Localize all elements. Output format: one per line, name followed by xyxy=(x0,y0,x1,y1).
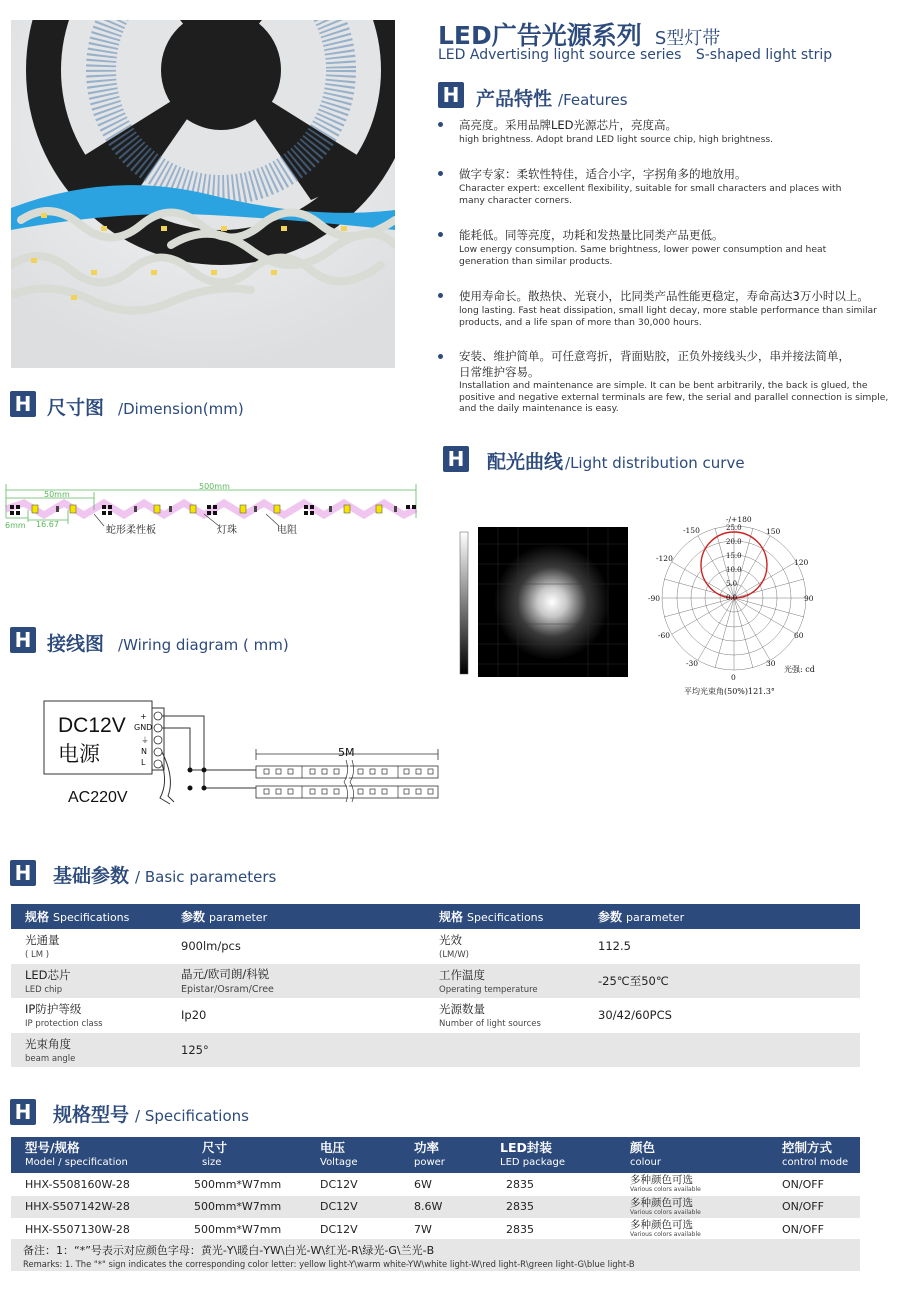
basic-heading-en: / Basic parameters xyxy=(135,868,277,886)
header-cell: 颜色 colour xyxy=(616,1137,768,1173)
dimension-badge: H xyxy=(10,391,36,417)
light-badge: H xyxy=(443,446,469,472)
title-en: LED Advertising light source series xyxy=(438,47,682,63)
table-header-row xyxy=(11,904,860,929)
features-badge: H xyxy=(438,82,464,108)
table-header-row xyxy=(11,1137,860,1173)
table-row xyxy=(11,1196,860,1219)
feature-4-cn: 使用寿命长。散热快、光衰小，比同类产品性能更稳定，寿命高达3万小时以上。 xyxy=(459,289,869,303)
color-cell: 多种颜色可选 Various colors available xyxy=(616,1196,768,1219)
bullet xyxy=(438,122,443,127)
control-cell: ON/OFF xyxy=(768,1196,860,1219)
param-value xyxy=(584,1033,860,1068)
spec-heading-en: / Specifications xyxy=(135,1107,249,1125)
control-cell: ON/OFF xyxy=(782,1222,824,1236)
param-key: LED芯片 LED chip xyxy=(11,964,167,999)
param-key: IP防护等级 IP protection class xyxy=(25,1002,103,1030)
page-subtitle xyxy=(438,47,832,63)
size-cell: 500mm*W7mm xyxy=(166,1196,306,1219)
param-value: Ip20 xyxy=(181,1008,207,1023)
header-cell: 参数 parameter xyxy=(584,904,860,929)
ac-label: AC220V xyxy=(68,789,128,806)
table-row xyxy=(11,1173,860,1196)
spec-table xyxy=(11,1137,860,1241)
feature-1-en: high brightness. Adopt brand LED light source chip, high brightness. xyxy=(459,134,774,145)
bullet xyxy=(438,354,443,359)
radial-20: 20.0 xyxy=(726,538,742,546)
radial-0: 0.0 xyxy=(726,594,738,602)
remark-en: Remarks: 1. The "*" sign indicates the corresponding color letter: yellow light-Y\warm white-YW\white light-W\red light-R\green light-G\blue light-B xyxy=(23,1259,635,1269)
header-cell: 功率 power xyxy=(400,1137,486,1173)
dim-label-board: 蛇形柔性板 xyxy=(106,525,156,536)
dimension-heading-en: /Dimension(mm) xyxy=(118,400,244,418)
title-product-en: S-shaped light strip xyxy=(695,47,833,63)
power-cell: 7W xyxy=(414,1222,432,1236)
remark-cn: 备注：1：“*”号表示对应颜色字母：黄光-Y\暖白-YW\白光-W\红光-R\绿光-G\兰光-B xyxy=(23,1244,435,1257)
angle-m30: -30 xyxy=(686,659,699,668)
param-key: 光束角度 beam angle xyxy=(11,1033,167,1068)
package-cell: 2835 xyxy=(506,1222,534,1236)
param-value: 112.5 xyxy=(598,939,631,954)
angle-120: 120 xyxy=(794,558,809,567)
header-cell: 控制方式 control mode xyxy=(768,1137,860,1173)
title-cn: LED广告光源系列 xyxy=(438,21,642,50)
radial-10: 10.0 xyxy=(726,566,742,574)
angle-180: -/+180 xyxy=(726,515,752,524)
radial-25: 25.0 xyxy=(726,524,742,532)
size-cell: 500mm*W7mm xyxy=(194,1177,282,1191)
angle-150: 150 xyxy=(766,527,781,536)
param-value: 125° xyxy=(167,1033,425,1068)
param-value: 30/42/60PCS xyxy=(598,1008,672,1023)
angle-m150: -150 xyxy=(683,526,700,535)
basic-params-table xyxy=(11,904,860,1067)
title-product-cn: S型灯带 xyxy=(654,28,721,49)
wiring-diagram xyxy=(40,698,445,813)
beam-angle-label: 平均光束角(50%)121.3° xyxy=(684,687,775,696)
angle-30: 30 xyxy=(766,659,776,668)
param-key: 光通量 ( LM ) xyxy=(25,933,60,961)
param-value: 晶元/欧司朗/科锐 Epistar/Osram/Cree xyxy=(167,964,425,999)
radial-15: 15.0 xyxy=(726,552,742,560)
angle-60: 60 xyxy=(794,631,804,640)
radial-5: 5.0 xyxy=(726,580,738,588)
table-row xyxy=(11,998,860,1033)
basic-badge: H xyxy=(10,860,36,886)
voltage-cell: DC12V xyxy=(320,1222,358,1236)
spec-heading-cn: 规格型号 xyxy=(53,1104,130,1126)
term-plus: + xyxy=(140,712,147,721)
param-key: 工作温度 Operating temperature xyxy=(425,964,584,999)
header-cell: LED封装 LED package xyxy=(486,1137,616,1173)
features-heading xyxy=(476,84,628,111)
features-heading-cn: 产品特性 xyxy=(476,88,553,110)
feature-5-cn: 安装、维护简单。可任意弯折，背面贴胶，正负外接线头少，串并接法简单， xyxy=(459,349,850,363)
package-cell: 2835 xyxy=(486,1196,616,1219)
spec-badge: H xyxy=(10,1099,36,1125)
dimension-drawing xyxy=(4,478,420,540)
feature-3-cn: 能耗低。同等亮度，功耗和发热量比同类产品更低。 xyxy=(459,228,724,242)
dim-label-res: 电阻 xyxy=(277,525,297,536)
bullet xyxy=(438,293,443,298)
light-heading xyxy=(487,447,745,474)
control-cell: ON/OFF xyxy=(782,1177,824,1191)
wiring-heading xyxy=(47,629,289,656)
bullet xyxy=(438,171,443,176)
feature-5-en: Installation and maintenance are simple. It can be bent arbitrarily, the back is glued, the positive and negative external terminals are few, the serial and parallel connection is simple, and the daily maintenance is easy. xyxy=(459,380,889,414)
header-cell: 尺寸 size xyxy=(166,1137,306,1173)
term-gnd: GND xyxy=(134,723,153,732)
strip-length: 5M xyxy=(338,746,355,759)
product-photo xyxy=(11,20,395,368)
light-heading-cn: 配光曲线 xyxy=(487,451,564,473)
dim-w2: 16.67 xyxy=(36,520,59,529)
param-value: -25℃至50℃ xyxy=(584,964,860,999)
dim-unit: 50mm xyxy=(44,490,70,499)
term-l: L xyxy=(141,758,146,767)
dimension-heading-cn: 尺寸图 xyxy=(47,397,105,419)
header-cell: 型号/规格 Model / specification xyxy=(11,1137,166,1173)
model-cell: HHX-S507130W-28 xyxy=(25,1222,130,1236)
header-cell: 参数 parameter xyxy=(167,904,425,929)
table-row xyxy=(11,1033,860,1068)
param-key xyxy=(425,1033,584,1068)
dim-label-bead: 灯珠 xyxy=(217,525,237,536)
features-heading-en: /Features xyxy=(558,91,628,109)
color-cell: 多种颜色可选 Various colors available xyxy=(630,1174,701,1194)
intensity-unit: 光强: cd xyxy=(784,665,815,674)
header-cell: 电压 Voltage xyxy=(306,1137,400,1173)
table-row xyxy=(11,929,860,964)
table-row xyxy=(11,964,860,999)
light-heading-en: /Light distribution curve xyxy=(565,454,745,472)
feature-2-en: Character expert: excellent flexibility, suitable for small characters and places with many character corners. xyxy=(459,183,842,206)
power-cell: 6W xyxy=(414,1177,432,1191)
basic-heading xyxy=(53,861,276,888)
model-cell: HHX-S508160W-28 xyxy=(25,1177,130,1191)
dimension-heading xyxy=(47,393,244,420)
dim-w1: 6mm xyxy=(5,521,26,530)
angle-0: 0 xyxy=(731,673,736,682)
feature-5-cn-line2: 日常维护容易。 xyxy=(459,365,540,379)
voltage-cell: DC12V xyxy=(306,1196,400,1219)
size-cell: 500mm*W7mm xyxy=(194,1222,282,1236)
remarks xyxy=(11,1239,860,1271)
illuminance-map xyxy=(452,524,630,682)
bullet xyxy=(438,232,443,237)
dim-total: 500mm xyxy=(199,482,230,491)
feature-1-cn: 高亮度。采用品牌LED光源芯片，亮度高。 xyxy=(459,118,678,132)
psu-voltage: DC12V xyxy=(58,714,126,737)
term-earth: ⏚ xyxy=(141,736,149,745)
angle-m60: -60 xyxy=(658,631,671,640)
param-key: 光效 (LM/W) xyxy=(439,933,469,961)
header-cell: 规格 Specifications xyxy=(11,904,167,929)
header-cell: 规格 Specifications xyxy=(425,904,584,929)
angle-m120: -120 xyxy=(656,554,673,563)
power-cell: 8.6W xyxy=(400,1196,486,1219)
table-row xyxy=(11,1218,860,1241)
polar-curve xyxy=(648,512,824,708)
angle-m90: -90 xyxy=(648,594,661,603)
wiring-heading-cn: 接线图 xyxy=(47,633,105,655)
param-key: 光源数量 Number of light sources xyxy=(439,1002,541,1030)
feature-4-en: long lasting. Fast heat dissipation, small light decay, more stable performance than similar products, and a life span of more than 30,000 hours. xyxy=(459,305,877,328)
param-value: 900lm/pcs xyxy=(181,939,241,954)
term-n: N xyxy=(141,747,147,756)
package-cell: 2835 xyxy=(506,1177,534,1191)
feature-3-en: Low energy consumption. Same brightness, lower power consumption and heat generation than similar products. xyxy=(459,244,827,267)
wiring-heading-en: /Wiring diagram ( mm) xyxy=(118,636,289,654)
wiring-badge: H xyxy=(10,627,36,653)
feature-2-cn: 做字专家：柔软性特佳，适合小字，字拐角多的地放用。 xyxy=(459,167,747,181)
spec-heading xyxy=(53,1100,249,1127)
model-cell: HHX-S507142W-28 xyxy=(11,1196,166,1219)
angle-90: 90 xyxy=(804,594,814,603)
basic-heading-cn: 基础参数 xyxy=(53,865,130,887)
voltage-cell: DC12V xyxy=(320,1177,358,1191)
psu-label: 电源 xyxy=(58,742,100,766)
color-cell: 多种颜色可选 Various colors available xyxy=(630,1219,701,1239)
